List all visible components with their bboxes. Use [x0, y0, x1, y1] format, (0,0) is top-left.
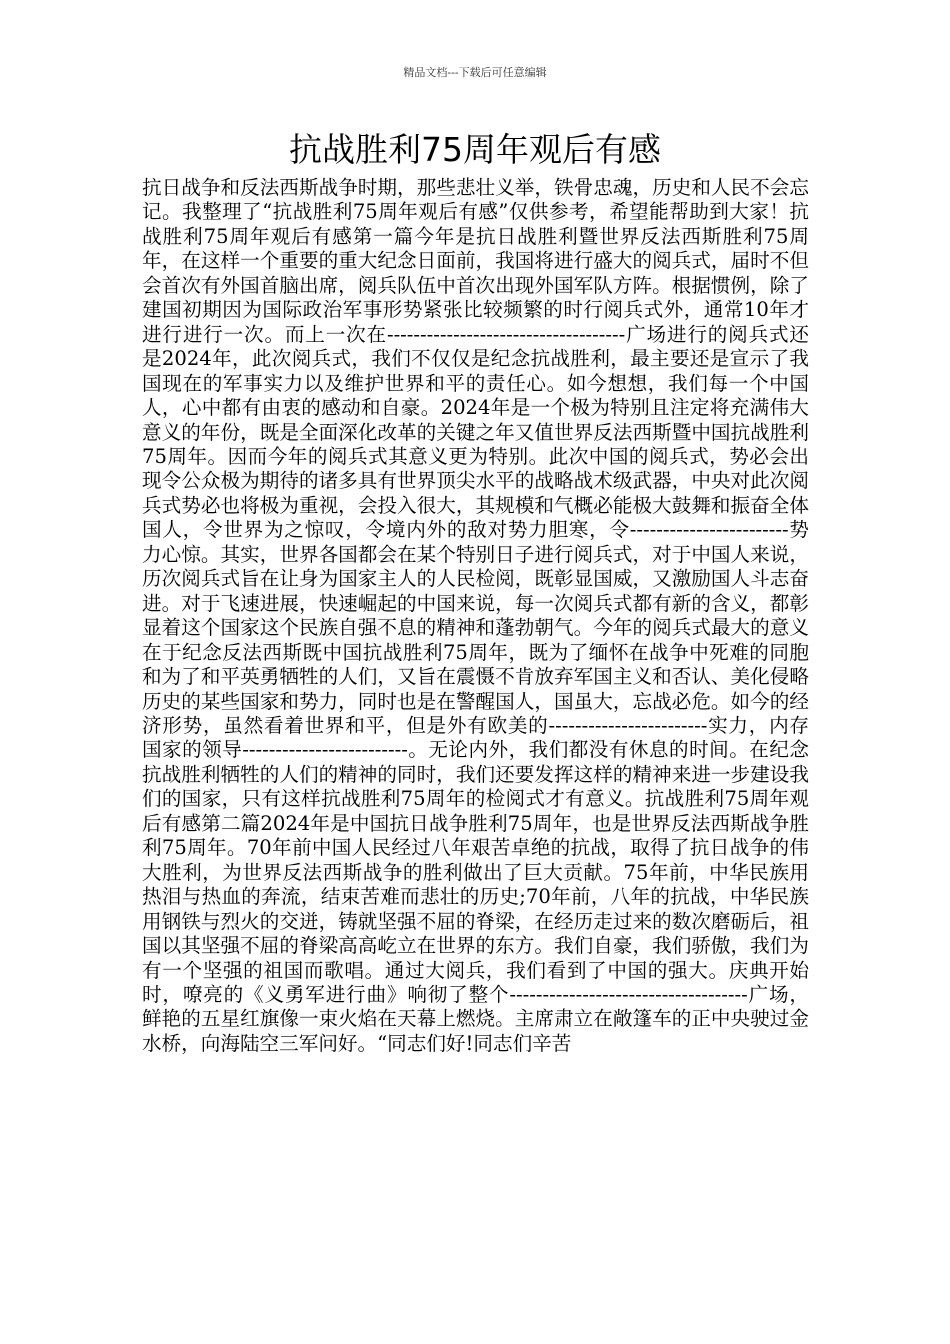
document-title: 抗战胜利75周年观后有感: [289, 130, 661, 169]
header-note: 精品文档---下载后可任意编辑: [403, 66, 547, 79]
document-body: 抗日战争和反法西斯战争时期，那些悲壮义举，铁骨忠魂，历史和人民不会忘记。我整理了“抗战胜利75周年观后有感”仅供参考，希望能帮助到大家！抗战胜利75周年观后有感第一篇今年是抗日战胜利暨世界反法西斯胜利75周年，在这样一个重要的重大纪念日面前，我国将进行盛大的阅兵式，届时不但会首次有外国首脑出席，阅兵队伍中首次出现外国军队方阵。根据惯例，除了建国初期因为国际政治军事形势紧张比较频繁的时行阅兵式外，通常10年才进行进行一次。而上一次在------------------------------------广场进行的阅兵式还是2024年，此次阅兵式，我们不仅仅是纪念抗战胜利，最主要还是宣示了我国现在的军事实力以及维护世界和平的责任心。如今想想，我们每一个中国人，心中都有由衷的感动和自豪。2024年是一个极为特别且注定将充满伟大意义的年份，既是全面深化改革的关键之年又值世界反法西斯暨中国抗战胜利75周年。因而今年的阅兵式其意义更为特别。此次中国的阅兵式，势必会出现令公众极为期待的诸多具有世界顶尖水平的战略战术级武器，中央对此次阅兵式势必也将极为重视，会投入很大，其规模和气概必能极大鼓舞和振奋全体国人，令世界为之惊叹，令境内外的敌对势力胆寒，令------------------------势力心惊。其实，世界各国都会在某个特别日子进行阅兵式，对于中国人来说，历次阅兵式旨在让身为国家主人的人民检阅，既彰显国威，又激励国人斗志奋进。对于飞速进展，快速崛起的中国来说，每一次阅兵式都有新的含义，都彰显着这个国家这个民族自强不息的精神和蓬勃朝气。今年的阅兵式最大的意义在于纪念反法西斯既中国抗战胜利75周年，既为了缅怀在战争中死难的同胞和为了和平英勇牺牲的人们，又旨在震慑不肯放弃军国主义和否认、美化侵略历史的某些国家和势力，同时也是在警醒国人，国虽大，忘战必危。如今的经济形势，虽然看着世界和平，但是外有欧美的------------------------实力，内存国家的领导-------------------------。无论内外，我们都没有休息的时间。在纪念抗战胜利牺牲的人们的精神的同时，我们还要发挥这样的精神来进一步建设我们的国家，只有这样抗战胜利75周年的检阅式才有意义。抗战胜利75周年观后有感第二篇2024年是中国抗日战争胜利75周年，也是世界反法西斯战争胜利75周年。70年前中国人民经过八年艰苦卓绝的抗战，取得了抗日战争的伟大胜利，为世界反法西斯战争的胜利做出了巨大贡献。75年前，中华民族用热泪与热血的奔流，结束苦难而悲壮的历史;70年前，八年的抗战，中华民族用钢铁与烈火的交迸，铸就坚强不屈的脊梁，在经历走过来的数次磨砺后，祖国以其坚强不屈的脊梁高高屹立在世界的东方。我们自豪，我们骄傲，我们为有一个坚强的祖国而歌唱。通过大阅兵，我们看到了中国的强大。庆典开始时，嘹亮的《义勇军进行曲》响彻了整个------------------------------------广场，鲜艳的五星红旗像一束火焰在天幕上燃烧。主席肃立在敞篷车的正中央驶过金水桥，向海陆空三军问好。“同志们好!同志们辛苦: [142, 176, 809, 1055]
